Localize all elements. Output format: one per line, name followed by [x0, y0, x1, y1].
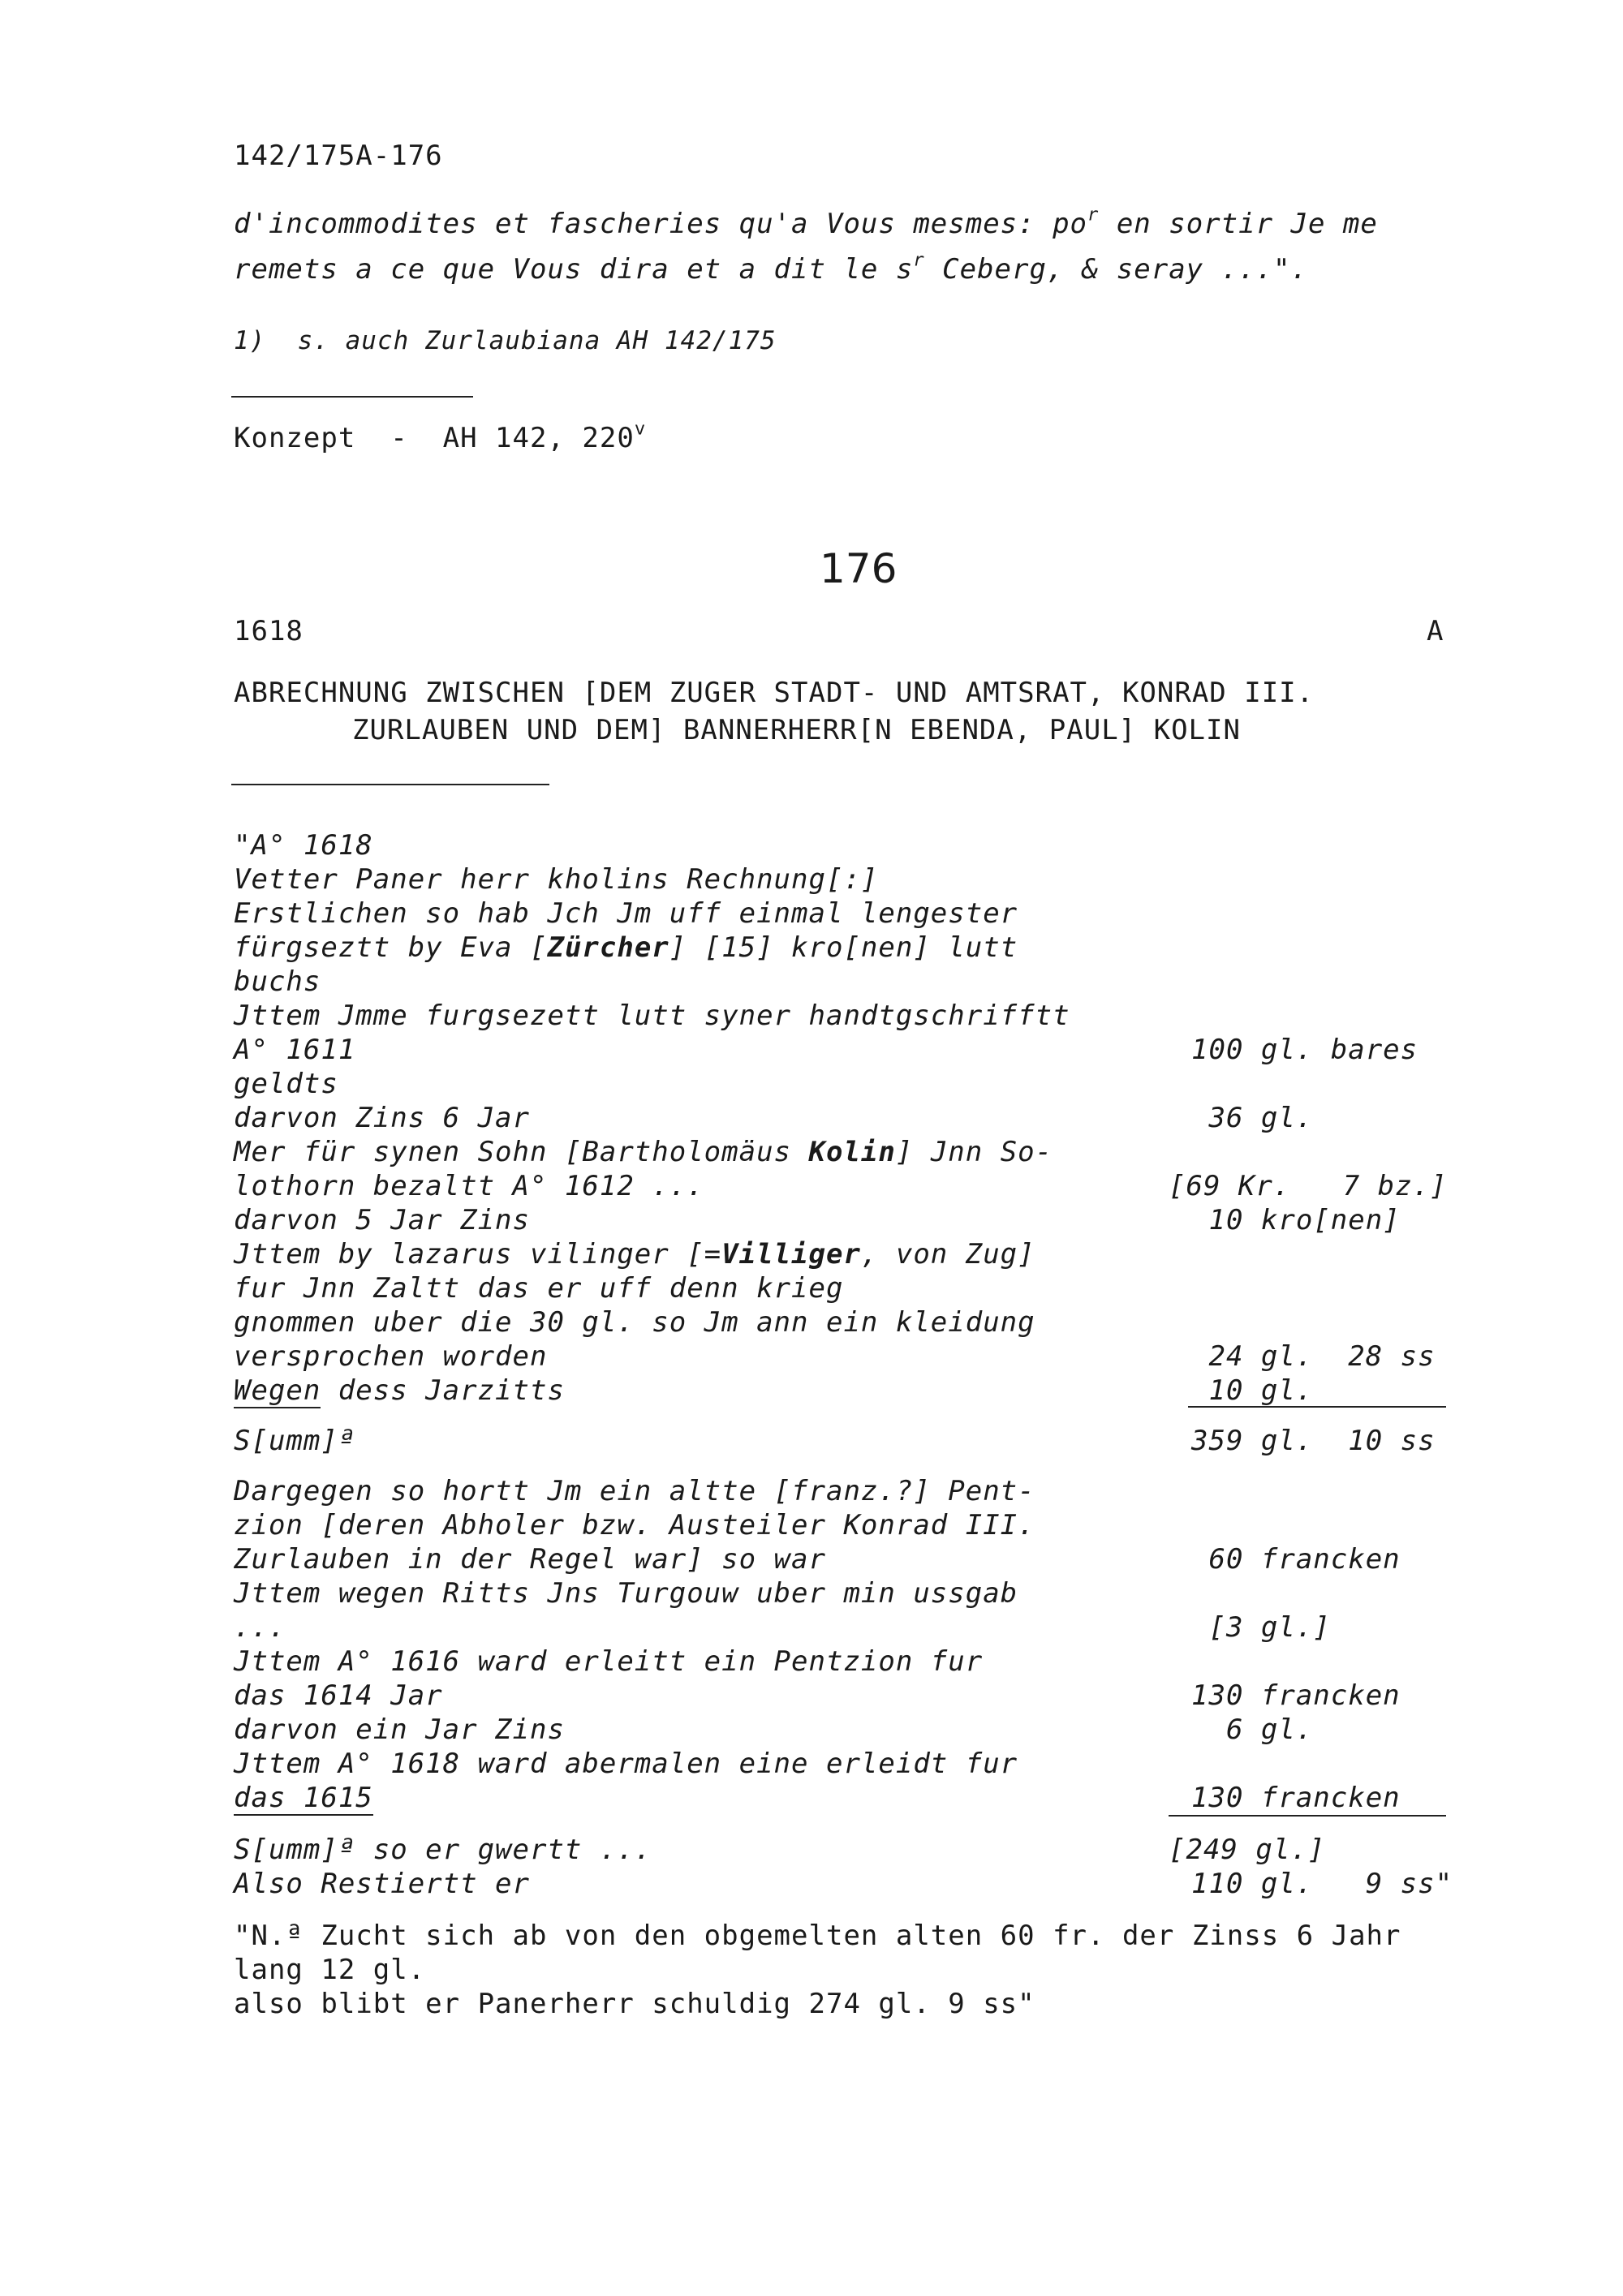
account-row — [234, 1272, 1467, 1305]
page-reference: 142/175A-176 — [234, 140, 443, 172]
continuation-line-1 — [234, 204, 1378, 240]
bold-name: Kolin — [808, 1136, 896, 1168]
account-row — [234, 829, 1467, 862]
account-text — [234, 1238, 1035, 1271]
account-row — [234, 1425, 1467, 1458]
underlined-text: das 1615 — [234, 1782, 373, 1814]
account-text: A° 1611 — [234, 1034, 356, 1066]
account-row — [234, 1000, 1467, 1033]
text-segment: Mer für synen Sohn [Bartholomäus — [234, 1136, 809, 1168]
account-row — [234, 1679, 1467, 1713]
account-text: ... — [234, 1611, 286, 1644]
account-amount: 130 francken — [1191, 1679, 1401, 1712]
account-row — [234, 1136, 1467, 1169]
account-row — [234, 1611, 1467, 1645]
account-row — [234, 1034, 1467, 1067]
footnote: 1) s. auch Zurlaubiana AH 142/175 — [234, 326, 777, 355]
account-text: Erstlichen so hab Jch Jm uff einmal lengester — [234, 897, 1018, 930]
account-row — [234, 1782, 1467, 1815]
account-text: Dargegen so hortt Jm ein altte [franz.?] Pent- — [234, 1475, 1035, 1507]
account-amount: 10 gl. — [1191, 1374, 1314, 1407]
account-text: Jttem A° 1616 ward erleitt ein Pentzion fur — [234, 1645, 984, 1678]
account-row — [234, 1068, 1467, 1101]
entry-title-line-1: ABRECHNUNG ZWISCHEN [DEM ZUGER STADT- UND AMTSRAT, KONRAD III. — [234, 677, 1315, 709]
text-segment: Jttem by lazarus vilinger [= — [234, 1238, 722, 1271]
account-amount: 130 francken — [1191, 1782, 1401, 1814]
account-row — [234, 1577, 1467, 1610]
account-text: fur Jnn Zaltt das er uff denn krieg — [234, 1272, 844, 1305]
superscript: r — [1087, 204, 1100, 226]
account-text: darvon ein Jar Zins — [234, 1713, 565, 1746]
account-text: lothorn bezaltt A° 1612 ... — [234, 1170, 704, 1202]
account-amount: [249 gl.] — [1169, 1834, 1326, 1866]
bold-name: Villiger — [721, 1238, 861, 1271]
underlined-text: Wegen — [234, 1374, 321, 1407]
account-row — [234, 1645, 1467, 1679]
account-row — [234, 1204, 1467, 1237]
title-divider — [231, 784, 549, 785]
account-text — [234, 1782, 373, 1814]
account-row — [234, 863, 1467, 896]
account-text: Jttem A° 1618 ward abermalen eine erleidt fur — [234, 1748, 1018, 1780]
continuation-text: Ceberg, & seray ...". — [924, 253, 1308, 286]
text-segment: , von Zug] — [860, 1238, 1035, 1271]
account-text: zion [deren Abholer bzw. Austeiler Konrad III. — [234, 1509, 1035, 1541]
superscript: v — [634, 418, 647, 440]
account-text — [234, 1136, 1053, 1168]
account-text: das 1614 Jar — [234, 1679, 443, 1712]
note-line-1: "N.ª Zucht sich ab von den obgemelten alten 60 fr. der Zinss 6 Jahr — [234, 1920, 1401, 1952]
entry-number: 176 — [820, 545, 898, 592]
account-row — [234, 1543, 1467, 1576]
account-row — [234, 1834, 1467, 1867]
account-text: darvon 5 Jar Zins — [234, 1204, 530, 1236]
account-text: Jttem wegen Ritts Jns Turgouw uber min ussgab — [234, 1577, 1018, 1610]
account-text: versprochen worden — [234, 1340, 548, 1373]
account-row — [234, 1340, 1467, 1374]
account-text: Jttem Jmme furgsezett lutt syner handtgschrifftt — [234, 1000, 1070, 1032]
account-row — [234, 1475, 1467, 1508]
account-amount: 6 gl. — [1191, 1713, 1314, 1746]
account-text — [234, 931, 1018, 964]
account-text: gnommen uber die 30 gl. so Jm ann ein kleidung — [234, 1306, 1035, 1339]
account-amount: [69 Kr. 7 bz.] — [1169, 1170, 1448, 1202]
account-amount: 359 gl. 10 ss — [1191, 1425, 1436, 1457]
account-amount: 10 kro[nen] — [1191, 1204, 1401, 1236]
source-text: Konzept - AH 142, 220 — [234, 422, 635, 454]
account-row — [234, 1170, 1467, 1203]
account-row — [234, 1102, 1467, 1135]
account-row — [234, 1238, 1467, 1271]
continuation-line-2 — [234, 249, 1308, 286]
account-row — [234, 1306, 1467, 1339]
note-line-2: lang 12 gl. — [234, 1954, 426, 1986]
note-line-3: also blibt er Panerherr schuldig 274 gl. 9 ss" — [234, 1988, 1035, 2020]
sum-divider — [1188, 1406, 1446, 1408]
account-amount: [3 gl.] — [1191, 1611, 1331, 1644]
account-text: S[umm]ª so er gwertt ... — [234, 1834, 652, 1866]
account-row — [234, 965, 1467, 999]
source-line — [234, 418, 647, 454]
text-segment: fürgseztt by Eva [ — [234, 931, 548, 964]
account-amount: 24 gl. 28 ss — [1191, 1340, 1436, 1373]
continuation-text: remets a ce que Vous dira et a dit le s — [234, 253, 914, 286]
account-text: darvon Zins 6 Jar — [234, 1102, 530, 1134]
footnote-divider — [231, 396, 473, 398]
continuation-text: d'incommodites et fascheries qu'a Vous mesmes: po — [234, 208, 1088, 240]
account-text: Zurlauben in der Regel war] so war — [234, 1543, 826, 1576]
account-amount: 60 francken — [1191, 1543, 1401, 1576]
account-text: S[umm]ª — [234, 1425, 356, 1457]
account-amount: 100 gl. bares — [1191, 1034, 1419, 1066]
account-row — [234, 1374, 1467, 1408]
continuation-text: en sortir Je me — [1099, 208, 1378, 240]
account-row — [234, 1713, 1467, 1747]
account-row — [234, 1748, 1467, 1781]
account-row — [234, 931, 1467, 965]
account-text: Also Restiertt er — [234, 1868, 530, 1900]
bold-name: Zürcher — [547, 931, 669, 964]
superscript: r — [913, 249, 925, 271]
account-row — [234, 1509, 1467, 1542]
text-segment: dess Jarzitts — [321, 1374, 565, 1407]
account-text — [234, 1374, 565, 1407]
text-segment: ] [15] kro[nen] lutt — [669, 931, 1018, 964]
entry-year: 1618 — [234, 615, 304, 647]
account-row — [234, 1868, 1467, 1901]
entry-letter: A — [1427, 615, 1444, 647]
account-amount: 36 gl. — [1191, 1102, 1314, 1134]
account-text: Vetter Paner herr kholins Rechnung[:] — [234, 863, 879, 896]
account-amount: 110 gl. 9 ss" — [1191, 1868, 1453, 1900]
account-text: geldts — [234, 1068, 338, 1100]
account-text: buchs — [234, 965, 321, 998]
entry-title-line-2: ZURLAUBEN UND DEM] BANNERHERR[N EBENDA, PAUL] KOLIN — [352, 714, 1241, 746]
sum-divider — [1169, 1815, 1446, 1817]
account-text: "A° 1618 — [234, 829, 373, 862]
text-segment: ] Jnn So- — [895, 1136, 1053, 1168]
account-row — [234, 897, 1467, 931]
